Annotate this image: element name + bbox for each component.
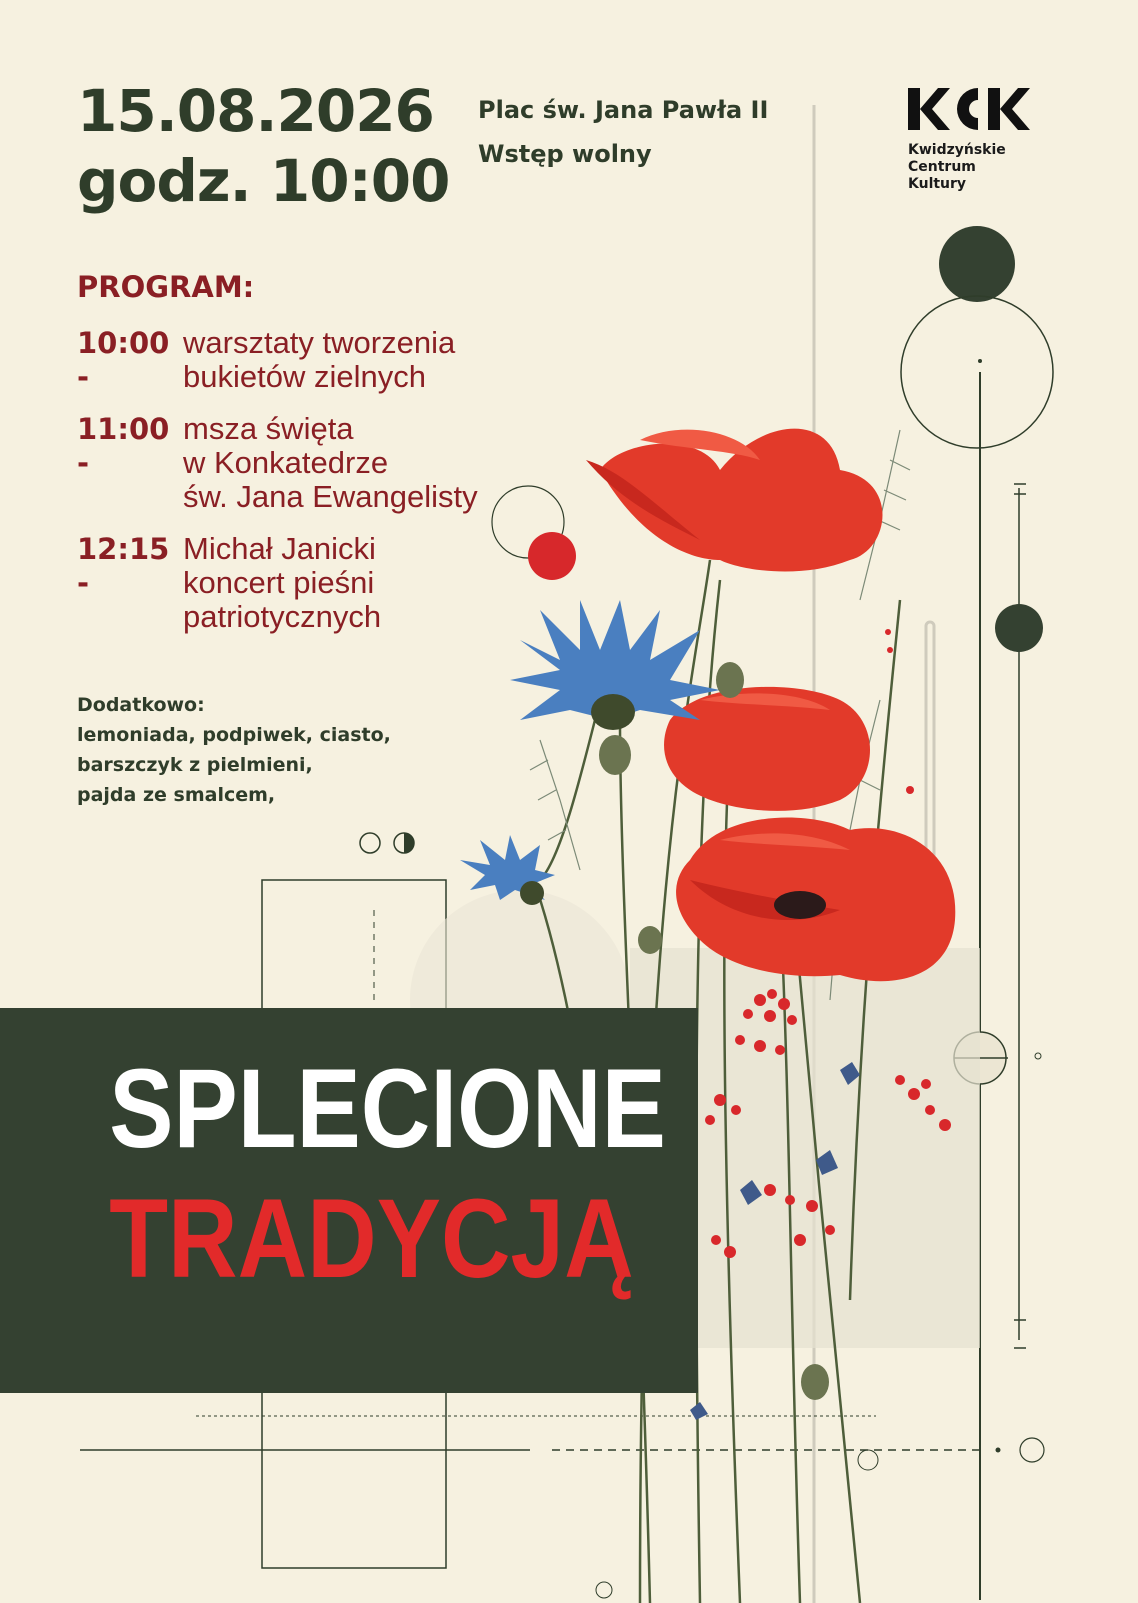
logo-line-1: Kwidzyńskie <box>908 142 1006 158</box>
extras-line: lemoniada, podpiwek, ciasto, <box>77 724 391 746</box>
poppy-large <box>676 818 955 982</box>
logo-line-2: Centrum <box>908 159 976 175</box>
program-description: Michał Janicki koncert pieśni patriotycznych <box>183 531 382 634</box>
program-time: 12:15 - <box>77 532 170 600</box>
venue-info <box>478 88 768 176</box>
title-banner <box>0 1008 698 1393</box>
program-description: warsztaty tworzenia bukietów zielnych <box>183 325 456 394</box>
extras-line: pajda ze smalcem, <box>77 784 276 806</box>
venue-place: Plac św. Jana Pawła II <box>478 96 769 124</box>
extras-line: barszczyk z pielmieni, <box>77 754 313 776</box>
program-heading: PROGRAM: <box>77 270 255 304</box>
program-time: 10:00 - <box>77 326 170 394</box>
kck-logo-text <box>908 142 1006 193</box>
program-item <box>77 412 478 514</box>
program-item <box>77 326 455 394</box>
logo-line-3: Kultury <box>908 176 967 192</box>
event-date: 15.08.2026 <box>77 77 434 145</box>
poppy-middle <box>664 687 870 811</box>
extras-block <box>77 690 391 810</box>
event-time: godz. 10:00 <box>77 147 450 215</box>
title-line-2: TRADYCJĄ <box>109 1176 634 1301</box>
title-line-1: SPLECIONE <box>109 1046 666 1171</box>
extras-heading: Dodatkowo: <box>77 694 205 716</box>
program-time: 11:00 - <box>77 412 170 480</box>
program-item <box>77 532 381 634</box>
event-date-time <box>77 76 450 216</box>
cornflower-small <box>460 835 555 905</box>
program-description: msza święta w Konkatedrze św. Jana Ewangelisty <box>183 411 478 514</box>
venue-entry: Wstęp wolny <box>478 140 652 168</box>
poppy-top <box>586 429 883 572</box>
kck-logo <box>908 86 1048 132</box>
